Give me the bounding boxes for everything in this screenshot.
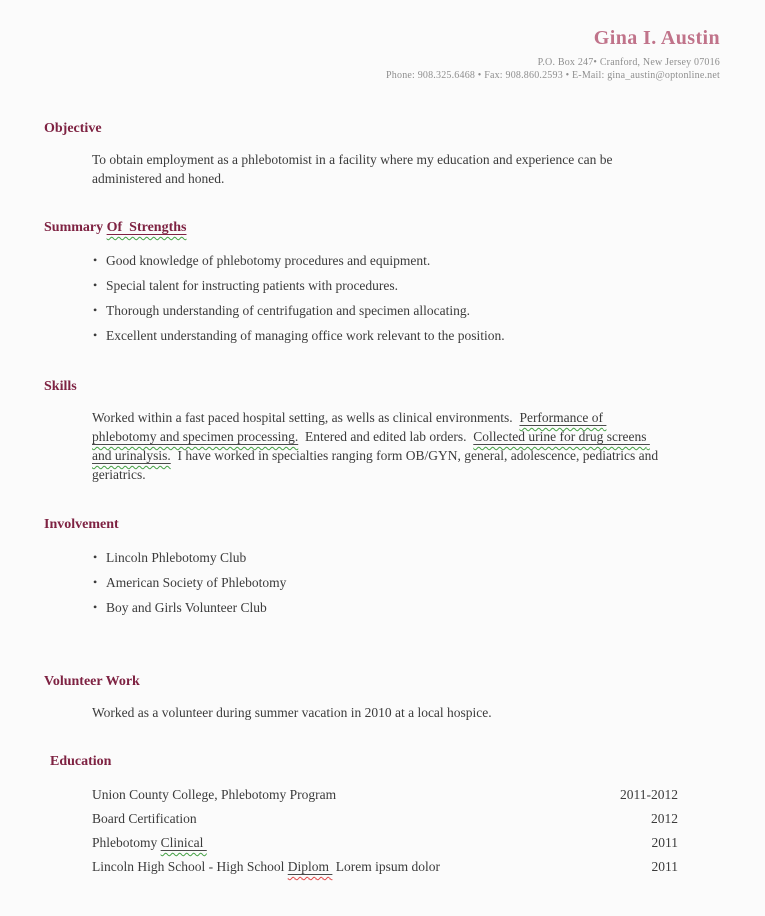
education-title-underlined: Diplom (287, 859, 333, 874)
education-title-squiggle (288, 859, 333, 874)
person-name: Gina I. Austin (593, 27, 720, 49)
skills-run-2: Performance of phlebotomy and specimen processing. (92, 410, 607, 444)
skills-text (92, 408, 668, 484)
education-heading: Education (50, 754, 112, 769)
education-title (92, 855, 440, 879)
education-title-squiggle (161, 835, 207, 850)
involvement-heading: Involvement (44, 517, 119, 532)
education-title (92, 831, 207, 855)
education-title: Union County College, Phlebotomy Program (92, 787, 337, 802)
strengths-item: • Good knowledge of phlebotomy procedures and equipment. (92, 251, 516, 270)
involvement-list (92, 548, 721, 617)
resume-content (0, 120, 765, 879)
involvement-item: • American Society of Phlebotomy (92, 573, 721, 592)
objective-text: To obtain employment as a phlebotomist in a facility where my education and experience can be administered and honed. (92, 152, 613, 186)
skills-heading: Skills (44, 379, 77, 394)
address-line: P.O. Box 247• Cranford, New Jersey 07016 (537, 57, 720, 68)
strengths-heading-underlined: Of Strengths (106, 220, 187, 235)
skills-run-1: Worked within a fast paced hospital setting, as wells as clinical environments. (92, 410, 520, 425)
strengths-heading-prefix: Summary (44, 220, 107, 235)
education-title-suffix: Lorem ipsum dolor (332, 859, 441, 874)
involvement-item: • Lincoln Phlebotomy Club (92, 548, 721, 567)
skills-run-3: Entered and edited lab orders. (298, 429, 474, 444)
contact-line: Phone: 908.325.6468 • Fax: 908.860.2593 • E-Mail: gina_austin@optonline.net (386, 70, 720, 81)
strengths-item: • Thorough understanding of centrifugation and specimen allocating. (92, 301, 516, 320)
section-involvement (44, 516, 721, 617)
education-row (92, 855, 678, 879)
objective-heading: Objective (44, 121, 102, 136)
education-row (92, 783, 678, 807)
skills-run-5: I have worked in specialties ranging form OB/GYN, general, adolescence, pediatrics and geriatrics. (92, 448, 662, 482)
education-date: 2012 (651, 811, 678, 826)
education-date: 2011 (651, 835, 678, 850)
section-volunteer (44, 673, 721, 722)
involvement-item: • Boy and Girls Volunteer Club (92, 598, 721, 617)
section-strengths (44, 219, 721, 345)
education-title-prefix: Phlebotomy (92, 835, 161, 850)
strengths-item: • Excellent understanding of managing office work relevant to the position. (92, 326, 516, 345)
education-date: 2011 (651, 859, 678, 874)
education-title: Board Certification (92, 811, 197, 826)
section-education (44, 753, 721, 879)
section-skills (44, 378, 721, 484)
education-list (92, 783, 678, 879)
education-title-underlined: Clinical (160, 835, 207, 850)
volunteer-heading: Volunteer Work (44, 674, 140, 689)
skills-run-4: Collected urine for drug screens and urinalysis. (92, 429, 650, 463)
education-row (92, 831, 678, 855)
strengths-item: • Special talent for instructing patients with procedures. (92, 276, 516, 295)
section-objective (44, 120, 721, 188)
volunteer-text: Worked as a volunteer during summer vacation in 2010 at a local hospice. (92, 705, 492, 720)
strengths-heading (44, 219, 721, 236)
education-date: 2011-2012 (620, 787, 678, 802)
strengths-heading-squiggle (107, 220, 187, 235)
resume-header (0, 0, 765, 82)
education-row (92, 807, 678, 831)
education-title-prefix: Lincoln High School - High School (92, 859, 288, 874)
strengths-list (92, 251, 721, 345)
